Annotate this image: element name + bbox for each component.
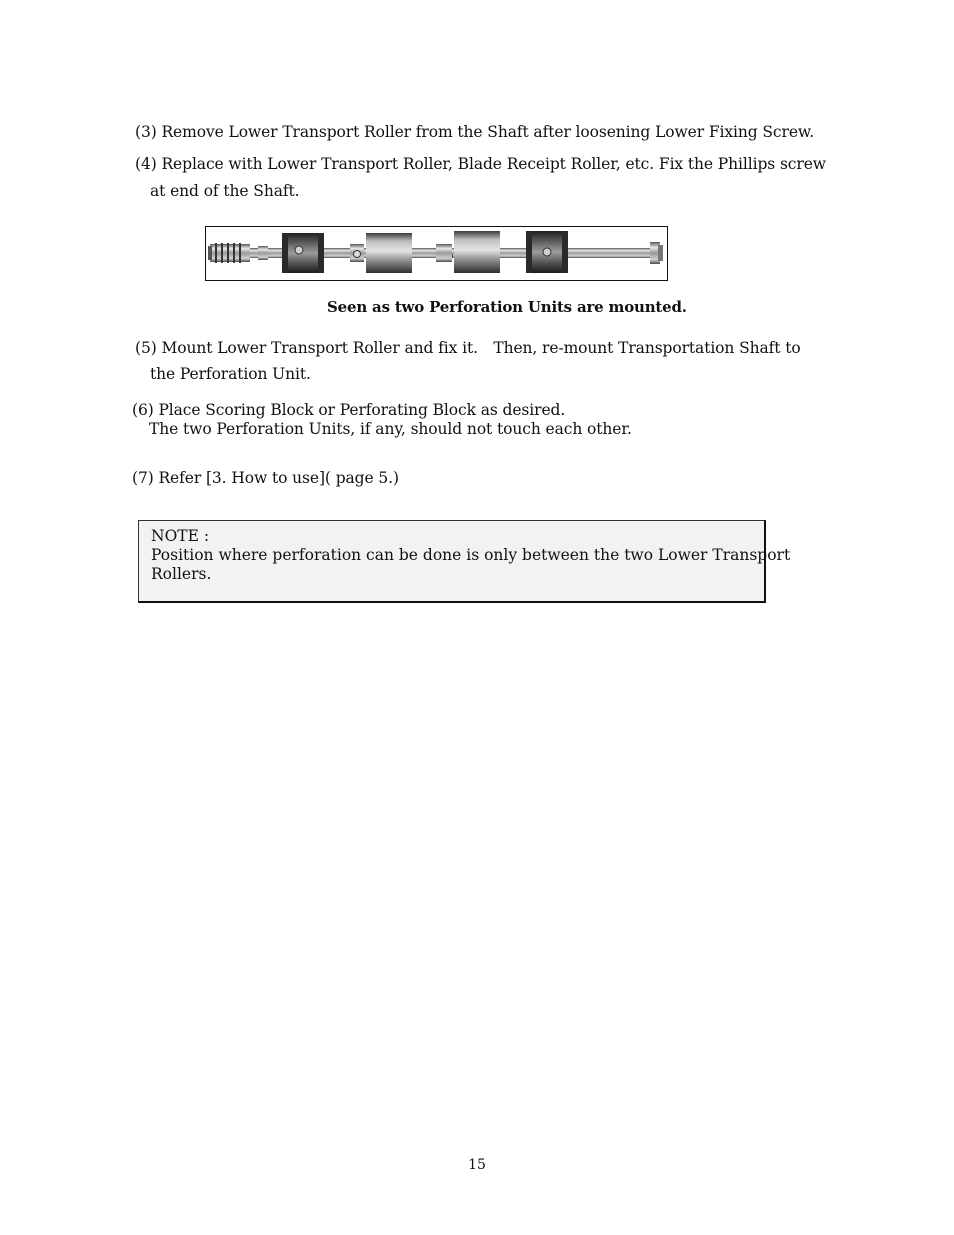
shaft-rod (210, 248, 660, 258)
shaft-illustration (206, 227, 666, 279)
page-number: 15 (468, 1157, 486, 1173)
note-line-1: Position where perforation can be done is only between the two Lower Transport (151, 546, 791, 564)
note-line-2: Rollers. (151, 565, 212, 583)
step-7: (7) Refer [3. How to use]( page 5.) (132, 469, 399, 487)
step-6-line-2: The two Perforation Units, if any, should not touch each other. (149, 420, 632, 438)
step-5-line-1: (5) Mount Lower Transport Roller and fix it. Then, re-mount Transportation Shaft to (135, 339, 801, 357)
lower-transport-roller-right (526, 231, 568, 273)
step-3: (3) Remove Lower Transport Roller from the Shaft after loosening Lower Fixing Screw. (135, 123, 815, 141)
figure-caption: Seen as two Perforation Units are mounted. (327, 298, 687, 316)
shaft-collar (436, 244, 452, 262)
shaft-photo (205, 226, 668, 281)
step-6-line-1: (6) Place Scoring Block or Perforating Block as desired. (132, 401, 566, 419)
shaft-collar (258, 246, 268, 260)
shaft-right-end (650, 242, 663, 264)
step-5-line-2: the Perforation Unit. (150, 365, 311, 383)
note-title: NOTE : (151, 527, 210, 545)
threaded-end (208, 243, 250, 263)
step-4-line-2: at end of the Shaft. (150, 182, 300, 200)
step-4-line-1: (4) Replace with Lower Transport Roller, Blade Receipt Roller, etc. Fix the Phillips screw (135, 155, 826, 173)
note-box (138, 520, 791, 603)
lower-transport-roller-left (282, 233, 324, 273)
